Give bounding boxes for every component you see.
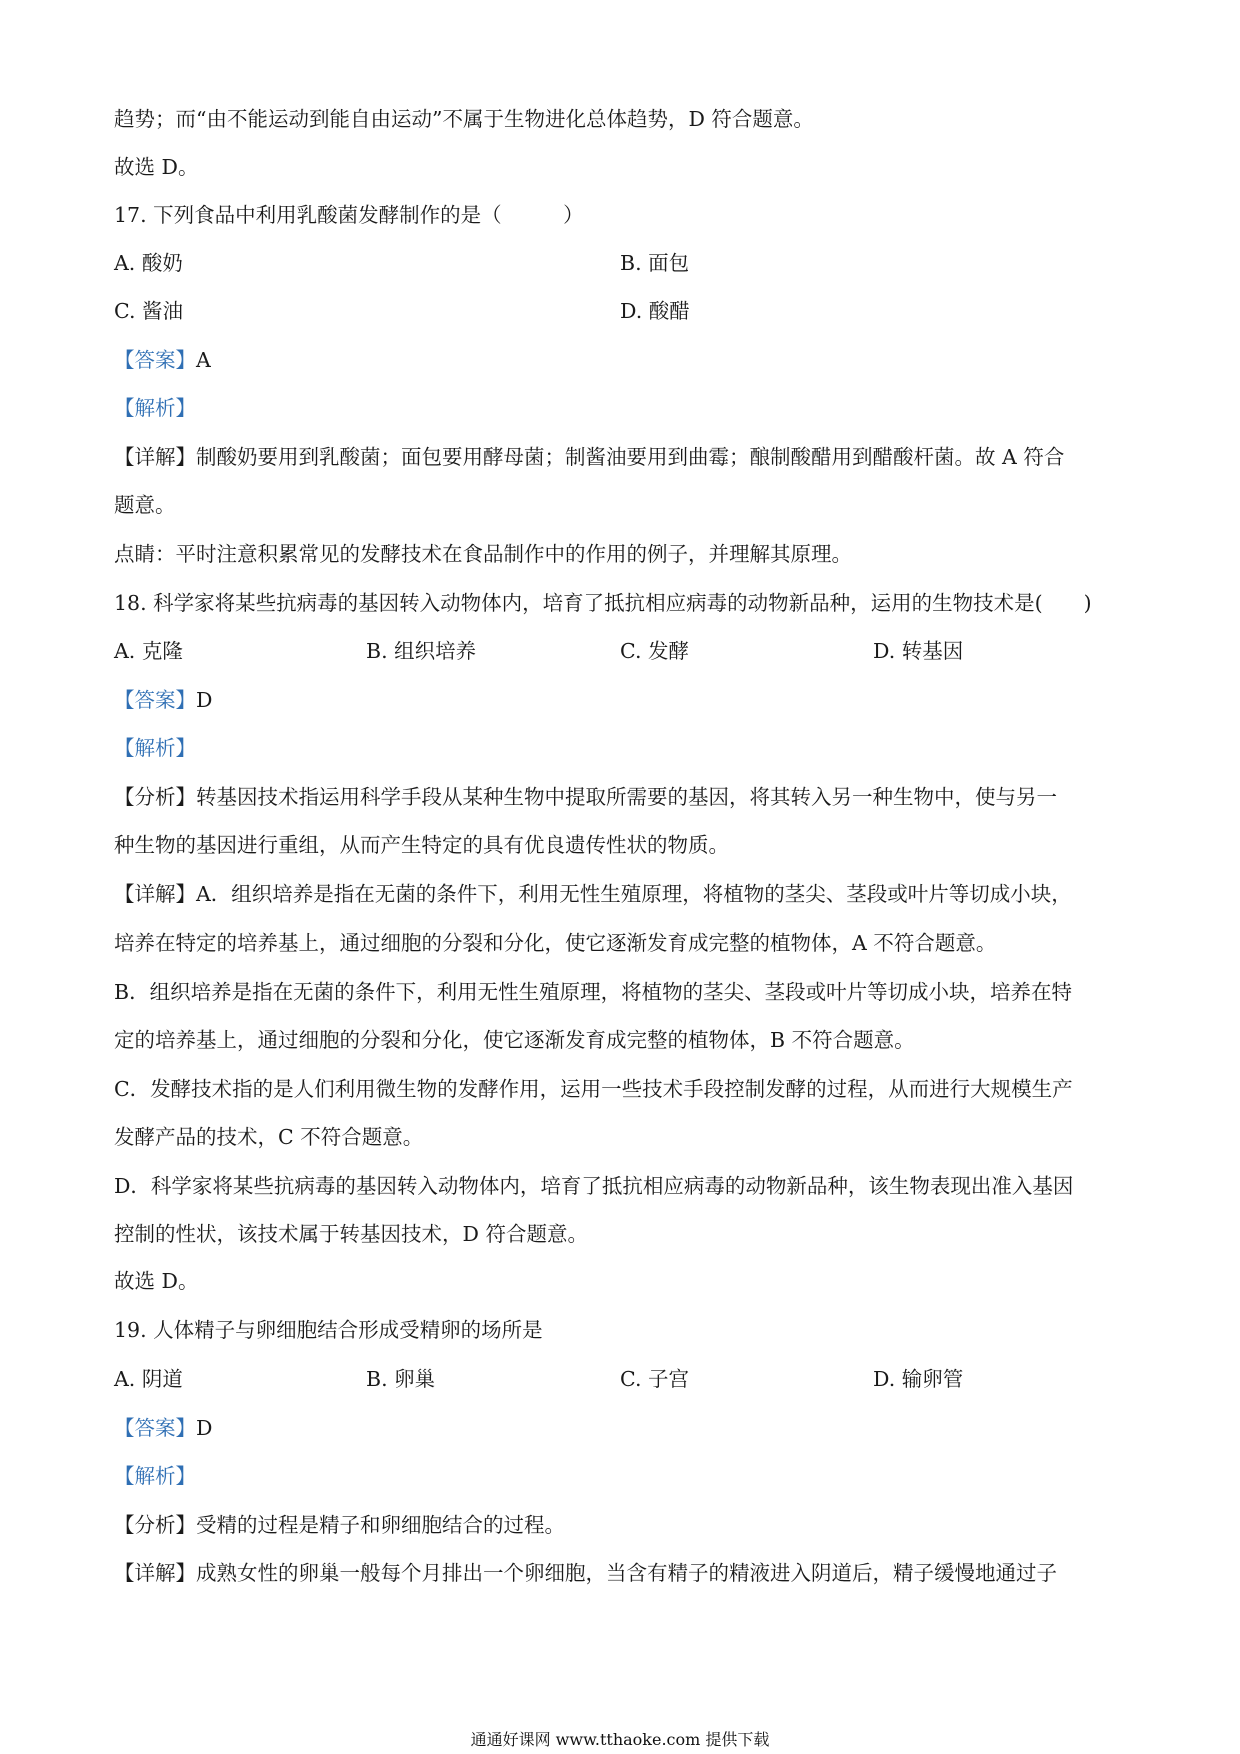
q18-option-a: A. 克隆 (114, 639, 183, 663)
page-footer: 通通好课网 www.tthaoke.com 提供下载 (470, 1730, 770, 1749)
q17-option-a: A. 酸奶 (114, 251, 183, 275)
q16-text-line: 趋势；而“由不能运动到能自由运动”不属于生物进化总体趋势，D 符合题意。 (114, 107, 814, 131)
q17-stem: 17. 下列食品中利用乳酸菌发酵制作的是（ ） (114, 203, 584, 227)
q19-analysis-tag (114, 1462, 1134, 1490)
fenxi-tag: 【分析】 (114, 785, 196, 809)
q18-analysis-tag (114, 734, 1134, 762)
q17-answer (114, 346, 1134, 374)
q19-fenxi-line1 (114, 1511, 1134, 1539)
q19-detail-line1 (114, 1559, 1134, 1587)
answer-tag: 【答案】 (114, 348, 196, 372)
answer-value: D (196, 688, 213, 712)
q18-option-c: C. 发酵 (620, 639, 689, 663)
q17-tip: 点睛：平时注意积累常见的发酵技术在食品制作中的作用的例子，并理解其原理。 (114, 542, 852, 566)
analysis-tag: 【解析】 (114, 1464, 196, 1488)
q18-conclusion: 故选 D。 (114, 1269, 199, 1293)
q19-answer (114, 1414, 1134, 1442)
fenxi-text: 转基因技术指运用科学手段从某种生物中提取所需要的基因，将其转入另一种生物中，使与另一 (196, 785, 1057, 809)
detail-tag: 【详解】 (114, 445, 196, 469)
detail-tag: 【详解】 (114, 1561, 196, 1585)
answer-tag: 【答案】 (114, 688, 196, 712)
detail-text: A．组织培养是指在无菌的条件下，利用无性生殖原理，将植物的茎尖、茎段或叶片等切成小块， (196, 882, 1072, 906)
q19-option-c: C. 子宫 (620, 1367, 689, 1391)
q18-fenxi-line1 (114, 783, 1134, 811)
q19-option-b: B. 卵巢 (366, 1367, 436, 1391)
q18-detail-c-line2: 发酵产品的技术，C 不符合题意。 (114, 1125, 424, 1149)
q18-option-b: B. 组织培养 (366, 639, 477, 663)
q18-detail-d-line2: 控制的性状，该技术属于转基因技术，D 符合题意。 (114, 1222, 588, 1246)
detail-text: 成熟女性的卵巢一般每个月排出一个卵细胞，当含有精子的精液进入阴道后，精子缓慢地通过子 (196, 1561, 1057, 1585)
q17-option-d: D. 酸醋 (620, 299, 690, 323)
q18-stem: 18. 科学家将某些抗病毒的基因转入动物体内，培育了抵抗相应病毒的动物新品种，运用的生物技术是( ) (114, 591, 1092, 615)
q18-fenxi-line2: 种生物的基因进行重组，从而产生特定的具有优良遗传性状的物质。 (114, 833, 729, 857)
detail-tag: 【详解】 (114, 882, 196, 906)
q19-option-a: A. 阴道 (114, 1367, 183, 1391)
fenxi-tag: 【分析】 (114, 1513, 196, 1537)
q18-detail-b-line1: B．组织培养是指在无菌的条件下，利用无性生殖原理，将植物的茎尖、茎段或叶片等切成小块，培养在特 (114, 980, 1073, 1004)
q17-option-b: B. 面包 (620, 251, 690, 275)
q18-detail-a-line1 (114, 880, 1134, 908)
q18-answer (114, 686, 1134, 714)
analysis-tag: 【解析】 (114, 396, 196, 420)
q18-detail-c-line1: C．发酵技术指的是人们利用微生物的发酵作用，运用一些技术手段控制发酵的过程，从而进行大规模生产 (114, 1077, 1073, 1101)
q18-detail-b-line2: 定的培养基上，通过细胞的分裂和分化，使它逐渐发育成完整的植物体，B 不符合题意。 (114, 1028, 915, 1052)
q19-stem: 19. 人体精子与卵细胞结合形成受精卵的场所是 (114, 1318, 543, 1342)
fenxi-text: 受精的过程是精子和卵细胞结合的过程。 (196, 1513, 565, 1537)
q17-analysis-tag (114, 394, 1134, 422)
q17-detail-line1 (114, 443, 1134, 471)
q18-option-d: D. 转基因 (873, 639, 964, 663)
detail-text: 制酸奶要用到乳酸菌；面包要用酵母菌；制酱油要用到曲霉；酿制酸醋用到醋酸杆菌。故 A 符合 (196, 445, 1065, 469)
q19-option-d: D. 输卵管 (873, 1367, 964, 1391)
q17-detail-line2: 题意。 (114, 493, 176, 517)
q16-conclusion: 故选 D。 (114, 155, 199, 179)
answer-tag: 【答案】 (114, 1416, 196, 1440)
q17-option-c: C. 酱油 (114, 299, 183, 323)
answer-value: D (196, 1416, 213, 1440)
q18-detail-d-line1: D．科学家将某些抗病毒的基因转入动物体内，培育了抵抗相应病毒的动物新品种，该生物表现出准入基因 (114, 1174, 1074, 1198)
answer-value: A (196, 348, 211, 372)
analysis-tag: 【解析】 (114, 736, 196, 760)
q18-detail-a-line2: 培养在特定的培养基上，通过细胞的分裂和分化，使它逐渐发育成完整的植物体，A 不符合题意。 (114, 931, 997, 955)
